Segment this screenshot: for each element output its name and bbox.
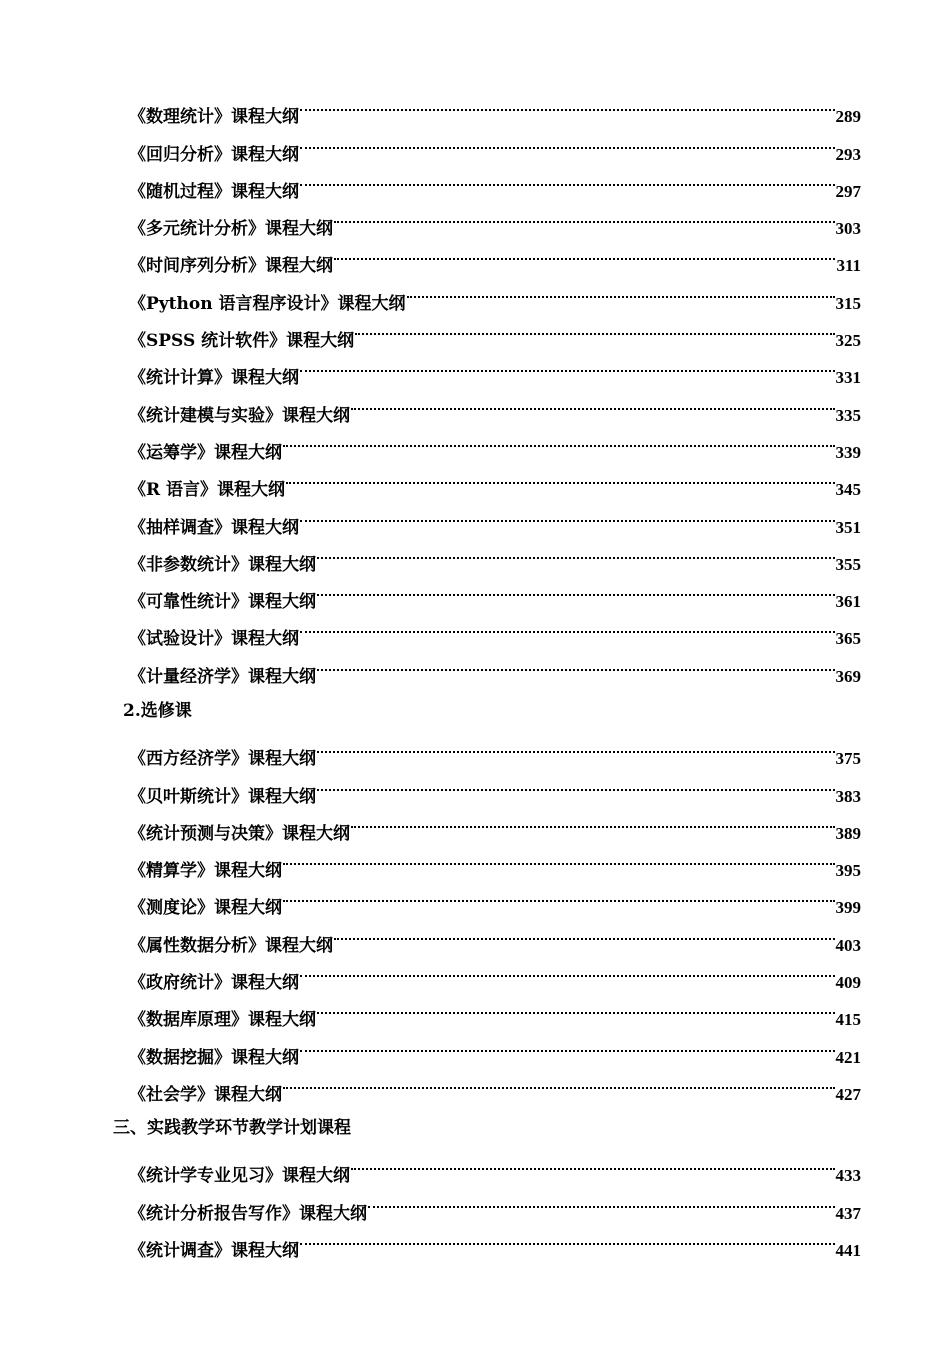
toc-leader-dots [300,607,835,644]
toc-entry-page: 409 [835,973,861,993]
toc-leader-dots [355,309,834,346]
toc-leader-dots [317,727,835,764]
toc-entry-page: 421 [835,1047,861,1067]
toc-entry-page: 315 [835,293,861,313]
toc-entry[interactable] [129,85,861,128]
toc-entry-page: 383 [835,786,861,806]
toc-entry-page: 427 [835,1084,861,1104]
toc-leader-dots [283,421,835,458]
toc-entry-title: 《统计分析报告写作》课程大纲 [129,1203,367,1224]
toc-leader-dots [300,1025,835,1062]
toc-entry[interactable] [129,727,861,770]
toc-entry-page: 311 [836,256,861,276]
toc-entry-title: 《SPSS 统计软件》课程大纲 [129,331,355,352]
toc-entry-page: 297 [835,181,861,201]
toc-leader-dots [300,346,835,383]
toc-leader-dots [334,234,835,271]
toc-entry-title: 《Python 语言程序设计》课程大纲 [129,293,406,314]
toc-leader-dots [351,1144,835,1181]
toc-entry-page: 399 [835,898,861,918]
toc-entry-page: 437 [835,1203,861,1223]
toc-entry-title: 《统计预测与决策》课程大纲 [129,823,350,844]
toc-entry-title: 《属性数据分析》课程大纲 [129,935,333,956]
toc-entry-page: 293 [835,144,861,164]
toc-entry-page: 433 [835,1166,861,1186]
toc-entry-title: 《政府统计》课程大纲 [129,973,299,994]
toc-entry-page: 351 [835,517,861,537]
toc-entry-page: 345 [835,480,861,500]
toc-entry-page: 403 [835,935,861,955]
toc-leader-dots [334,197,835,234]
toc-leader-dots [317,764,835,801]
toc-leader-dots [286,458,834,495]
toc-entry-title: 《时间序列分析》课程大纲 [129,256,333,277]
toc-leader-dots [334,913,835,950]
toc-leader-dots [283,876,835,913]
toc-entry-title: 《计量经济学》课程大纲 [129,666,316,687]
toc-entry-title: 《统计学专业见习》课程大纲 [129,1166,350,1187]
toc-entry-page: 355 [835,554,861,574]
toc-entry-title: 《数据挖掘》课程大纲 [129,1047,299,1068]
toc-entry-page: 339 [835,442,861,462]
toc-entry-title: 《贝叶斯统计》课程大纲 [129,786,316,807]
toc-leader-dots [317,533,835,570]
toc-leader-dots [300,160,835,197]
toc-entry-title: 《统计计算》课程大纲 [129,368,299,389]
toc-entry-title: 《统计建模与实验》课程大纲 [129,405,350,426]
toc-entry-title: 《回归分析》课程大纲 [129,144,299,165]
toc-entry-page: 361 [835,592,861,612]
toc-entry-title: 《西方经济学》课程大纲 [129,749,316,770]
toc-entry-page: 335 [835,405,861,425]
toc-leader-dots [317,644,835,681]
toc-leader-dots [300,1219,835,1256]
toc-entry-page: 415 [835,1010,861,1030]
toc-group-elective [129,727,861,1105]
toc-leader-dots [300,85,835,122]
toc-entry-title: 《多元统计分析》课程大纲 [129,219,333,240]
toc-leader-dots [300,122,835,159]
toc-entry-page: 331 [835,368,861,388]
toc-entry-title: 《随机过程》课程大纲 [129,181,299,202]
toc-entry-page: 375 [835,749,861,769]
toc-leader-dots [317,570,835,607]
toc-group-practice [129,1144,861,1261]
toc-entry-title: 《数据库原理》课程大纲 [129,1010,316,1031]
toc-entry-title: 《数理统计》课程大纲 [129,107,299,128]
toc-entry-page: 441 [835,1240,861,1260]
toc-entry-page: 389 [835,823,861,843]
toc-leader-dots [317,988,835,1025]
toc-entry[interactable] [129,1144,861,1187]
toc-entry-page: 303 [835,219,861,239]
toc-leader-dots [283,839,835,876]
toc-leader-dots [407,271,835,308]
practice-section-heading: 三、实践教学环节教学计划课程 [113,1118,351,1138]
toc-group-required [129,85,861,687]
toc-entry-title: 《精算学》课程大纲 [129,861,282,882]
elective-section-heading: 2.选修课 [123,701,192,721]
toc-leader-dots [351,383,835,420]
toc-entry-title: 《抽样调查》课程大纲 [129,517,299,538]
toc-entry-title: 《测度论》课程大纲 [129,898,282,919]
toc-entry-page: 325 [835,331,861,351]
toc-entry-title: 《社会学》课程大纲 [129,1084,282,1105]
toc-entry-title: 《可靠性统计》课程大纲 [129,592,316,613]
toc-entry-title: 《试验设计》课程大纲 [129,629,299,650]
toc-entry-title: 《非参数统计》课程大纲 [129,554,316,575]
toc-leader-dots [300,951,835,988]
toc-entry-page: 365 [835,629,861,649]
toc-entry-page: 395 [835,861,861,881]
toc-entry-title: 《运筹学》课程大纲 [129,442,282,463]
toc-entry-title: 《R 语言》课程大纲 [129,480,286,501]
toc-entry-title: 《统计调查》课程大纲 [129,1240,299,1261]
toc-leader-dots [368,1181,835,1218]
toc-entry-page: 289 [835,107,861,127]
toc-leader-dots [283,1063,835,1100]
toc-leader-dots [351,802,835,839]
toc-leader-dots [300,495,835,532]
toc-entry-page: 369 [835,666,861,686]
